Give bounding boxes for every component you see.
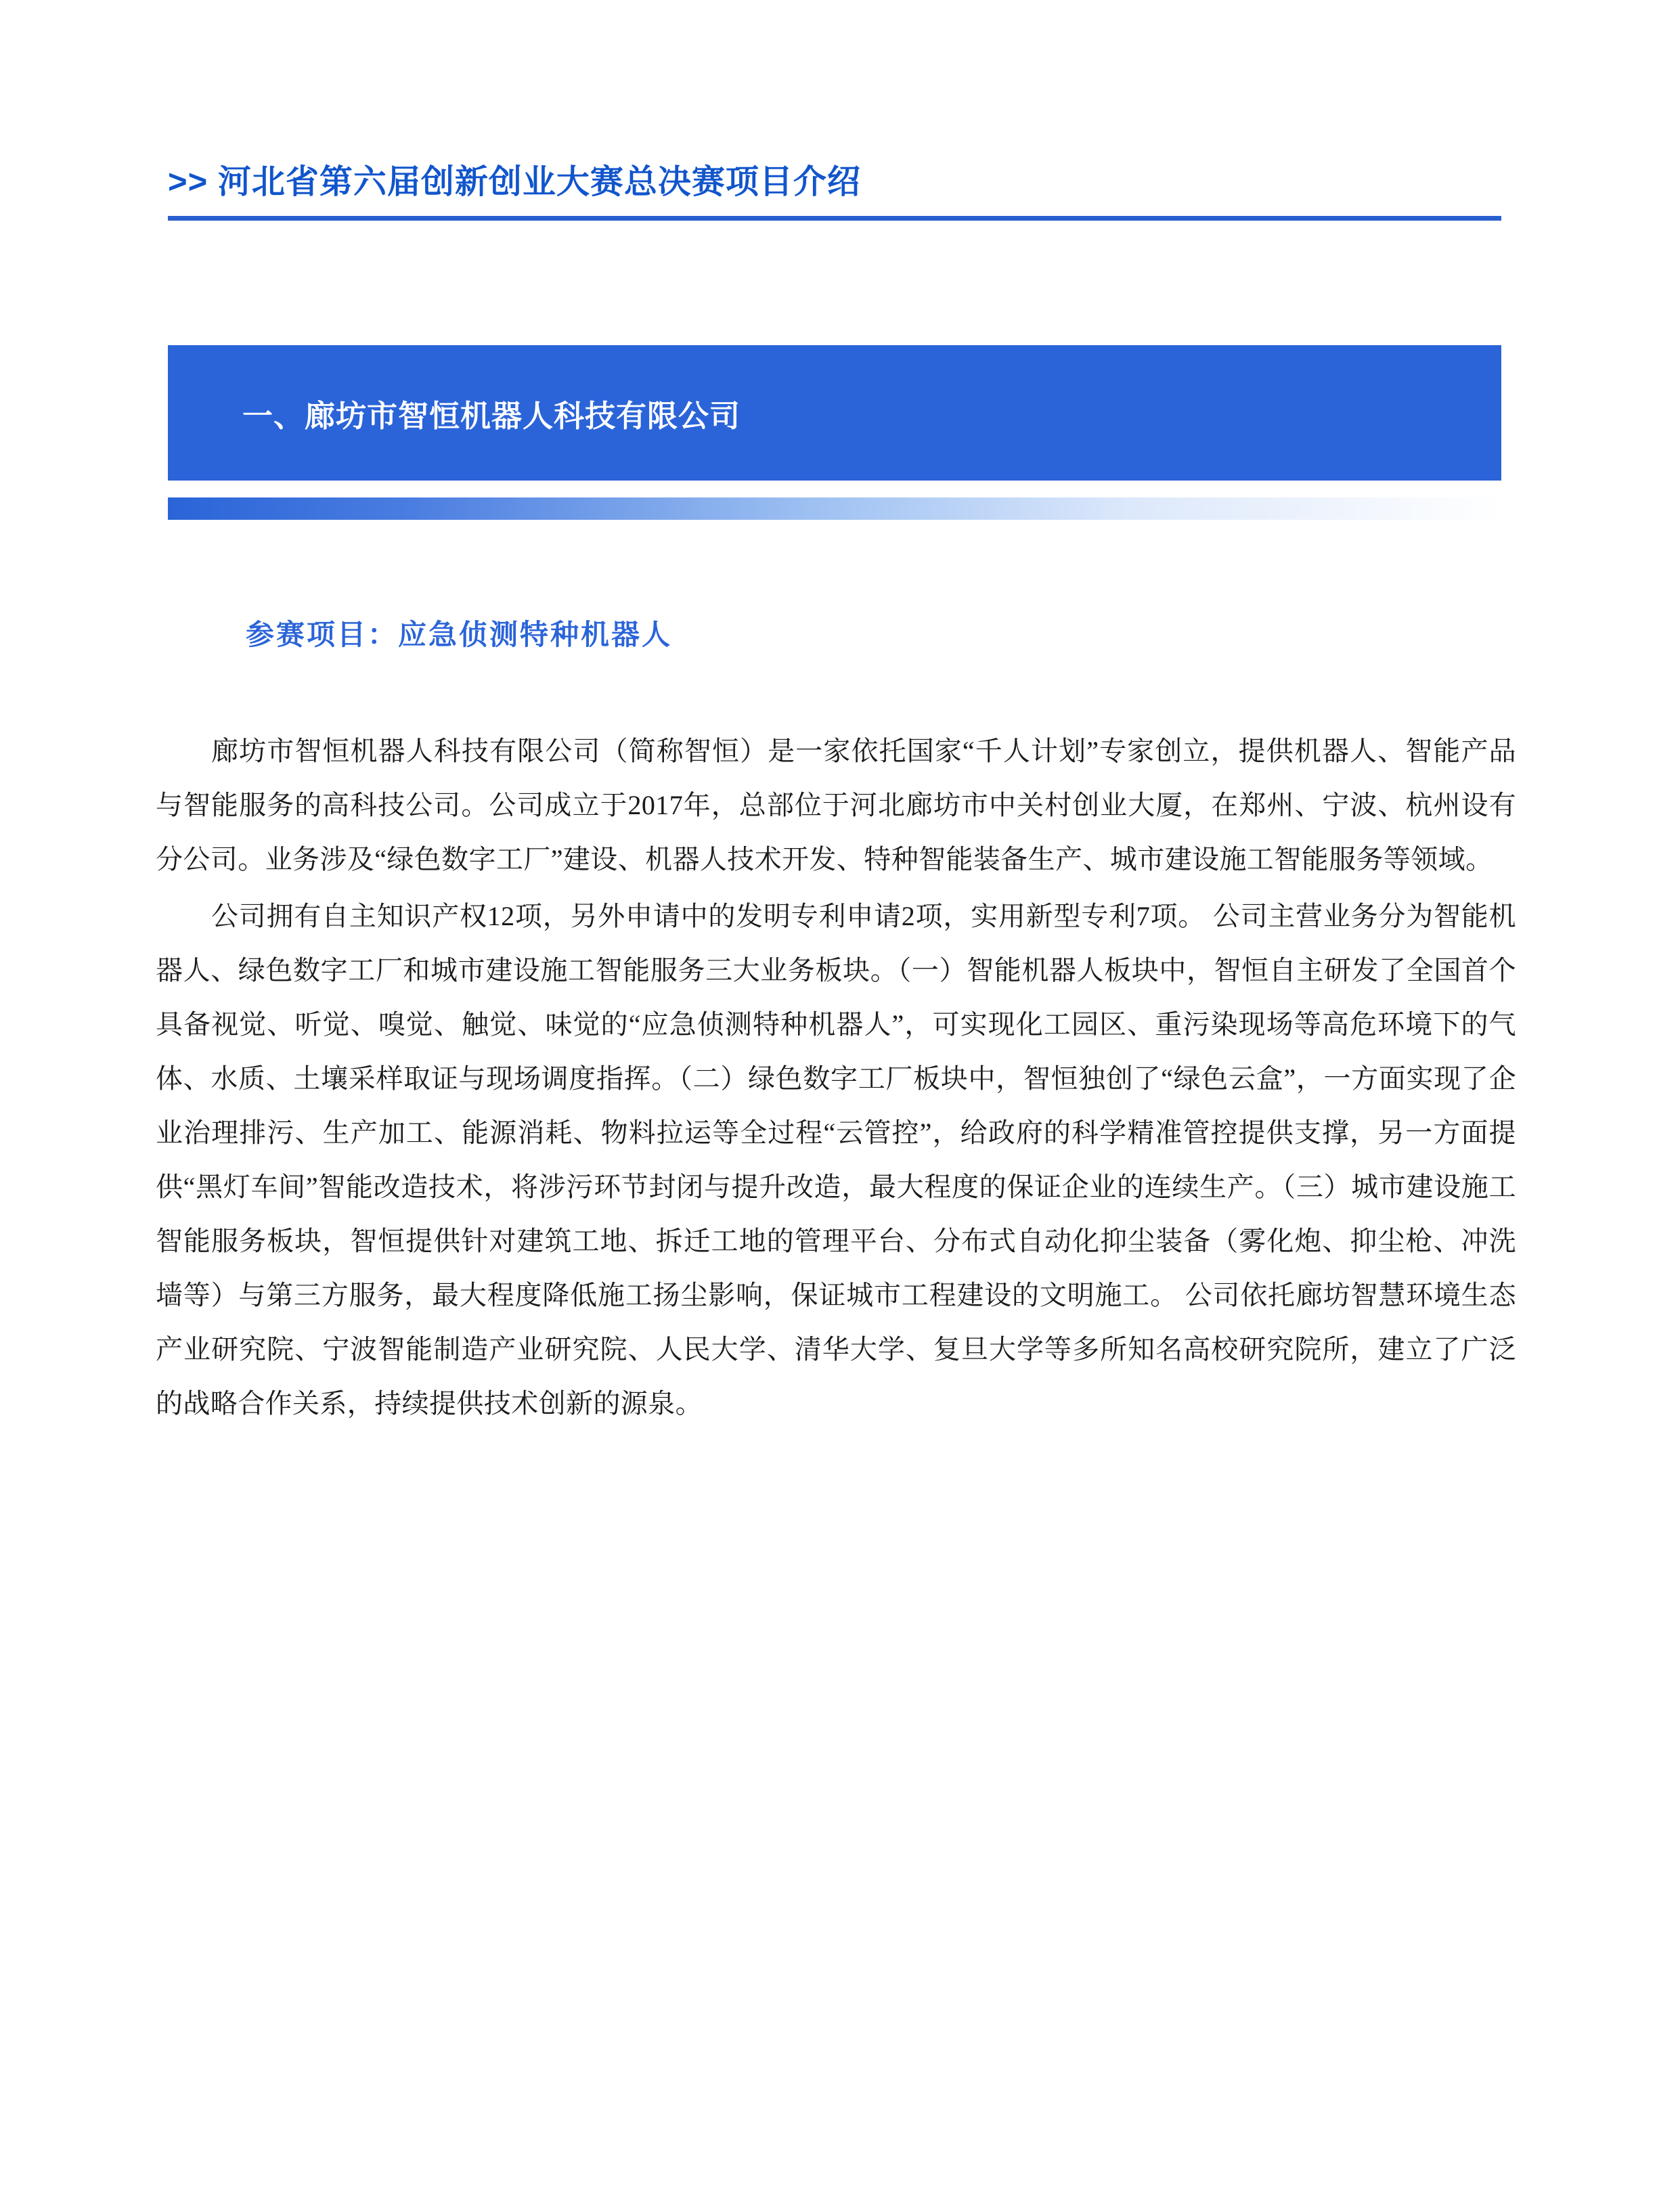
paragraph: 廊坊市智恒机器人科技有限公司（简称智恒）是一家依托国家“千人计划”专家创立，提供机器人、智能产品与智能服务的高科技公司。公司成立于2017年，总部位于河北廊坊市中关村创业大厦，在郑州、宁波、杭州设有分公司。业务涉及“绿色数字工厂”建设、机器人技术开发、特种智能装备生产、城市建设施工智能服务等领域。 <box>156 736 1516 874</box>
body-content <box>156 724 1516 1434</box>
section-heading-bar <box>168 345 1501 481</box>
page-title: >> 河北省第六届创新创业大赛总决赛项目介绍 <box>168 164 861 200</box>
project-title-label: 参赛项目：应急侦测特种机器人 <box>246 619 673 650</box>
section-heading-label: 一、廊坊市智恒机器人科技有限公司 <box>242 398 741 433</box>
section-heading-gradient-accent <box>168 497 1501 520</box>
paragraph: 公司拥有自主知识产权12项，另外申请中的发明专利申请2项，实用新型专利7项。 公司主营业务分为智能机器人、绿色数字工厂和城市建设施工智能服务三大业务板块。（一）智能机器人板块中，智恒自主研发了全国首个具备视觉、听觉、嗅觉、触觉、味觉的“应急侦测特种机器人”，可实现化工园区、重污染现场等高危环境下的气体、水质、土壤采样取证与现场调度指挥。（二）绿色数字工厂板块中，智恒独创了“绿色云盒”，一方面实现了企业治理排污、生产加工、能源消耗、物料拉运等全过程“云管控”，给政府的科学精准管控提供支撑，另一方面提供“黑灯车间”智能改造技术，将涉污环节封闭与提升改造，最大程度的保证企业的连续生产。（三）城市建设施工智能服务板块，智恒提供针对建筑工地、拆迁工地的管理平台、分布式自动化抑尘装备（雾化炮、抑尘枪、冲洗墙等）与第三方服务，最大程度降低施工扬尘影响，保证城市工程建设的文明施工。 公司依托廊坊智慧环境生态产业研究院、宁波智能制造产业研究院、人民大学、清华大学、复旦大学等多所知名高校研究院所，建立了广泛的战略合作关系，持续提供技术创新的源泉。 <box>156 901 1516 1419</box>
header-divider <box>168 216 1501 221</box>
project-title-row <box>168 613 1501 653</box>
document-header <box>168 162 1515 221</box>
